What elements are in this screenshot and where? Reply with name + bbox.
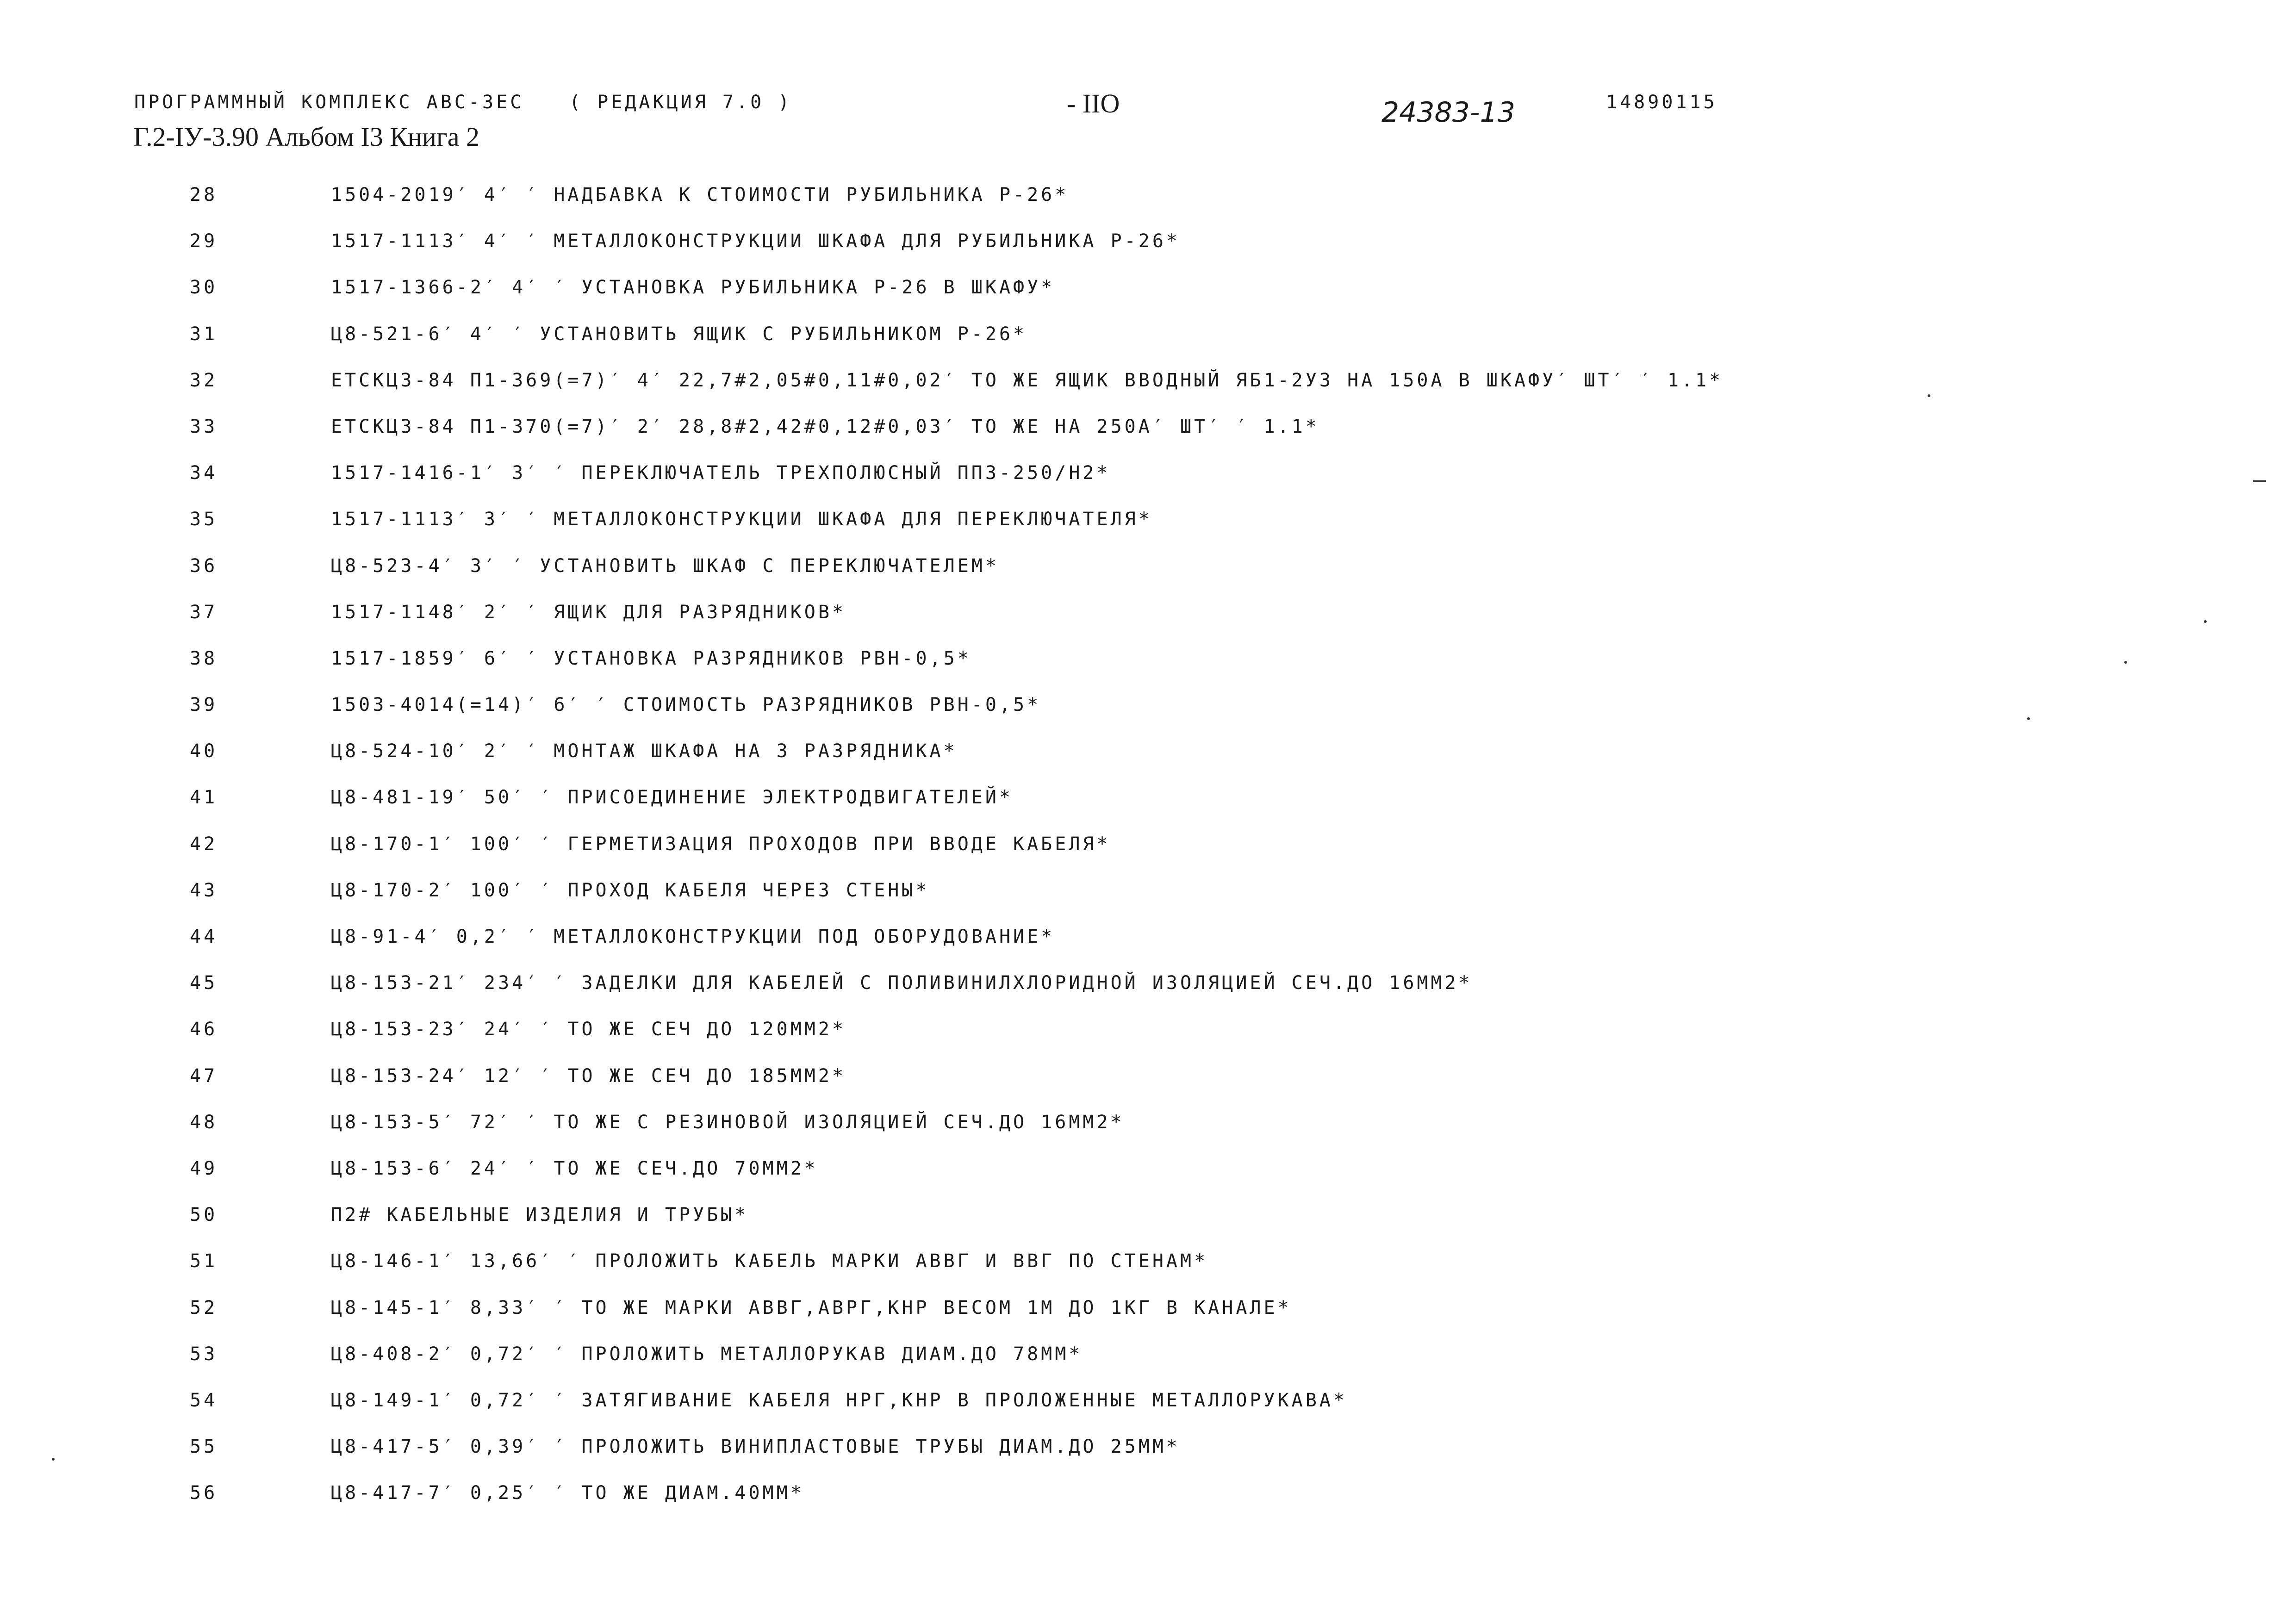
table-row — [0, 918, 2296, 964]
row-text: Ц8-153-6′ 24′ ′ ТО ЖЕ СЕЧ.ДО 70ММ2* — [331, 1157, 818, 1179]
table-row — [0, 686, 2296, 732]
table-row — [0, 500, 2296, 547]
row-number: 45 — [190, 972, 218, 994]
estimate-rows — [0, 176, 2296, 1520]
document-code: 14890115 — [1606, 92, 1717, 113]
scan-speck — [2027, 717, 2030, 720]
row-text: 1517-1148′ 2′ ′ ЯЩИК ДЛЯ РАЗРЯДНИКОВ* — [331, 601, 846, 623]
document-number: 24383-13 — [1381, 96, 1515, 129]
row-number: 54 — [190, 1389, 218, 1411]
row-text: 1517-1366-2′ 4′ ′ УСТАНОВКА РУБИЛЬНИКА Р-26 В ШКАФУ* — [331, 277, 1055, 298]
row-number: 42 — [190, 833, 218, 855]
row-number: 33 — [190, 416, 218, 437]
row-number: 40 — [190, 740, 218, 762]
table-row — [0, 408, 2296, 454]
row-number: 48 — [190, 1111, 218, 1133]
scan-speck — [1928, 394, 1930, 397]
row-number: 44 — [190, 926, 218, 947]
row-number: 52 — [190, 1297, 218, 1318]
row-text: 1517-1113′ 4′ ′ МЕТАЛЛОКОНСТРУКЦИИ ШКАФА ДЛЯ РУБИЛЬНИКА Р-26* — [331, 230, 1181, 252]
row-text: Ц8-149-1′ 0,72′ ′ ЗАТЯГИВАНИЕ КАБЕЛЯ НРГ,КНР В ПРОЛОЖЕННЫЕ МЕТАЛЛОРУКАВА* — [331, 1389, 1347, 1411]
scan-speck — [52, 1458, 55, 1461]
scan-speck — [2204, 620, 2207, 623]
edition-label: ( РЕДАКЦИЯ 7.0 ) — [569, 92, 792, 113]
table-row — [0, 1335, 2296, 1381]
table-row — [0, 1242, 2296, 1288]
program-title: ПРОГРАММНЫЙ КОМПЛЕКС АВС-3ЕС — [134, 92, 524, 113]
row-text: Ц8-408-2′ 0,72′ ′ ПРОЛОЖИТЬ МЕТАЛЛОРУКАВ ДИАМ.ДО 78ММ* — [331, 1343, 1083, 1365]
row-number: 30 — [190, 277, 218, 298]
row-number: 53 — [190, 1343, 218, 1365]
row-text: Ц8-170-1′ 100′ ′ ГЕРМЕТИЗАЦИЯ ПРОХОДОВ ПРИ ВВОДЕ КАБЕЛЯ* — [331, 833, 1111, 855]
table-row — [0, 593, 2296, 640]
table-row — [0, 732, 2296, 778]
row-number: 36 — [190, 555, 218, 577]
row-text: Ц8-170-2′ 100′ ′ ПРОХОД КАБЕЛЯ ЧЕРЕЗ СТЕНЫ* — [331, 879, 930, 901]
row-number: 41 — [190, 787, 218, 808]
row-text: ЕТСКЦЗ-84 П1-370(=7)′ 2′ 28,8#2,42#0,12#0,03′ ТО ЖЕ НА 250А′ ШТ′ ′ 1.1* — [331, 416, 1319, 437]
row-text: П2# КАБЕЛЬНЫЕ ИЗДЕЛИЯ И ТРУБЫ* — [331, 1204, 749, 1226]
row-number: 38 — [190, 647, 218, 669]
row-number: 32 — [190, 369, 218, 391]
row-number: 37 — [190, 601, 218, 623]
row-text: Ц8-153-5′ 72′ ′ ТО ЖЕ С РЕЗИНОВОЙ ИЗОЛЯЦИЕЙ СЕЧ.ДО 16ММ2* — [331, 1111, 1125, 1133]
table-row — [0, 268, 2296, 315]
table-row — [0, 1428, 2296, 1474]
row-number: 49 — [190, 1157, 218, 1179]
row-text: Ц8-153-23′ 24′ ′ ТО ЖЕ СЕЧ ДО 120ММ2* — [331, 1019, 846, 1040]
row-text: Ц8-145-1′ 8,33′ ′ ТО ЖЕ МАРКИ АВВГ,АВРГ,КНР ВЕСОМ 1М ДО 1КГ В КАНАЛЕ* — [331, 1297, 1292, 1318]
table-row — [0, 964, 2296, 1010]
table-row — [0, 1057, 2296, 1103]
row-number: 56 — [190, 1482, 218, 1504]
row-text: ЕТСКЦЗ-84 П1-369(=7)′ 4′ 22,7#2,05#0,11#0,02′ ТО ЖЕ ЯЩИК ВВОДНЫЙ ЯБ1-2УЗ НА 150А В ШКАФУ′ ШТ′ ′ 1.1* — [331, 369, 1724, 391]
table-row — [0, 871, 2296, 918]
table-row — [0, 176, 2296, 222]
row-text: Ц8-521-6′ 4′ ′ УСТАНОВИТЬ ЯЩИК С РУБИЛЬНИКОМ Р-26* — [331, 323, 1027, 345]
table-row — [0, 1474, 2296, 1520]
row-text: 1504-2019′ 4′ ′ НАДБАВКА К СТОИМОСТИ РУБИЛЬНИКА Р-26* — [331, 184, 1069, 205]
row-text: Ц8-153-21′ 234′ ′ ЗАДЕЛКИ ДЛЯ КАБЕЛЕЙ С ПОЛИВИНИЛХЛОРИДНОЙ ИЗОЛЯЦИЕЙ СЕЧ.ДО 16ММ2* — [331, 972, 1473, 994]
table-row — [0, 547, 2296, 593]
scan-mark — [2253, 480, 2266, 482]
row-text: Ц8-146-1′ 13,66′ ′ ПРОЛОЖИТЬ КАБЕЛЬ МАРКИ АВВГ И ВВГ ПО СТЕНАМ* — [331, 1250, 1208, 1272]
row-text: 1503-4014(=14)′ 6′ ′ СТОИМОСТЬ РАЗРЯДНИКОВ РВН-0,5* — [331, 694, 1041, 716]
row-text: Ц8-417-7′ 0,25′ ′ ТО ЖЕ ДИАМ.40ММ* — [331, 1482, 804, 1504]
row-text: Ц8-481-19′ 50′ ′ ПРИСОЕДИНЕНИЕ ЭЛЕКТРОДВИГАТЕЛЕЙ* — [331, 787, 1014, 808]
table-row — [0, 454, 2296, 500]
row-number: 35 — [190, 509, 218, 530]
table-row — [0, 1381, 2296, 1428]
row-number: 47 — [190, 1065, 218, 1087]
row-text: Ц8-91-4′ 0,2′ ′ МЕТАЛЛОКОНСТРУКЦИИ ПОД ОБОРУДОВАНИЕ* — [331, 926, 1055, 947]
row-number: 34 — [190, 462, 218, 484]
table-row — [0, 1103, 2296, 1150]
table-row — [0, 1196, 2296, 1242]
row-number: 31 — [190, 323, 218, 345]
row-number: 43 — [190, 879, 218, 901]
table-row — [0, 1150, 2296, 1196]
row-text: 1517-1113′ 3′ ′ МЕТАЛЛОКОНСТРУКЦИИ ШКАФА ДЛЯ ПЕРЕКЛЮЧАТЕЛЯ* — [331, 509, 1152, 530]
table-row — [0, 825, 2296, 871]
row-number: 29 — [190, 230, 218, 252]
row-number: 46 — [190, 1019, 218, 1040]
table-row — [0, 315, 2296, 361]
table-row — [0, 778, 2296, 825]
page-number: - IIO — [1067, 88, 1120, 118]
row-text: 1517-1859′ 6′ ′ УСТАНОВКА РАЗРЯДНИКОВ РВН-0,5* — [331, 647, 971, 669]
table-row — [0, 222, 2296, 268]
scan-speck — [2124, 661, 2127, 664]
row-text: 1517-1416-1′ 3′ ′ ПЕРЕКЛЮЧАТЕЛЬ ТРЕХПОЛЮСНЫЙ ПП3-250/Н2* — [331, 462, 1111, 484]
row-text: Ц8-153-24′ 12′ ′ ТО ЖЕ СЕЧ ДО 185ММ2* — [331, 1065, 846, 1087]
row-number: 55 — [190, 1436, 218, 1458]
row-number: 28 — [190, 184, 218, 205]
table-row — [0, 1010, 2296, 1057]
row-text: Ц8-417-5′ 0,39′ ′ ПРОЛОЖИТЬ ВИНИПЛАСТОВЫЕ ТРУБЫ ДИАМ.ДО 25ММ* — [331, 1436, 1181, 1458]
row-number: 50 — [190, 1204, 218, 1226]
row-text: Ц8-523-4′ 3′ ′ УСТАНОВИТЬ ШКАФ С ПЕРЕКЛЮЧАТЕЛЕМ* — [331, 555, 999, 577]
table-row — [0, 1289, 2296, 1335]
row-number: 39 — [190, 694, 218, 716]
row-text: Ц8-524-10′ 2′ ′ МОНТАЖ ШКАФА НА 3 РАЗРЯДНИКА* — [331, 740, 958, 762]
table-row — [0, 640, 2296, 686]
row-number: 51 — [190, 1250, 218, 1272]
table-row — [0, 361, 2296, 408]
album-title: Г.2-IУ-3.90 Альбом I3 Книга 2 — [133, 122, 479, 152]
